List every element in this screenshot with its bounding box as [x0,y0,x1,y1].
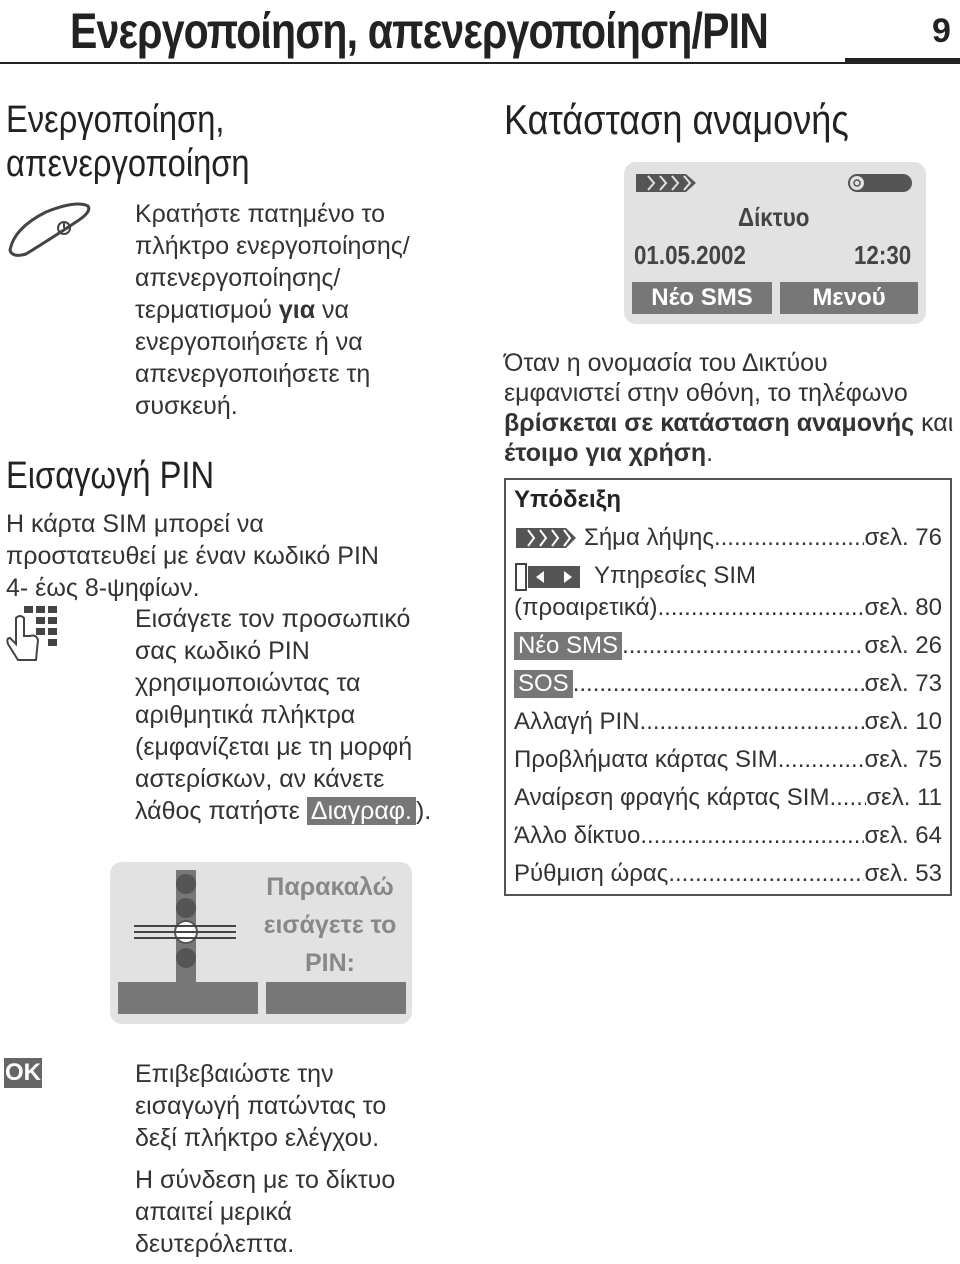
text-line [504,408,953,438]
right-softkey[interactable] [266,982,406,1014]
hint-row [514,562,942,592]
standby-time: 12:30 [854,240,912,270]
hint-row [514,746,942,774]
text-line: εισάγετε το [263,911,397,939]
text-line: Η σύνδεση με το δίκτυο [135,1166,396,1194]
hint-page-ref[interactable]: σελ. 75 [864,746,942,773]
section-heading-standby: Κατάσταση αναμονής [504,96,849,143]
confirm-instructions [135,1058,395,1260]
hint-row [514,632,942,660]
text-line: πλήκτρο ενεργοποίησης/ [135,232,410,260]
hint-page-ref[interactable]: σελ. 80 [864,594,942,621]
page-title: Ενεργοποίηση, απενεργοποίηση/PIN [70,3,768,59]
hint-page-ref[interactable]: σελ. 26 [864,632,942,659]
hint-row [514,822,942,850]
hint-label: Αλλαγή PIN [514,708,640,735]
text-fragment-bold: για [278,296,316,324]
text-fragment: να [315,296,350,324]
text-line: 4- έως 8-ψηφίων. [6,574,200,602]
pin-prompt [260,868,400,982]
header-divider [0,62,960,64]
heading-line: απενεργοποίηση [6,143,250,185]
text-line: δεξί πλήκτρο ελέγχου. [135,1124,380,1152]
text-fragment: και [914,409,954,437]
standby-description [504,348,953,468]
hint-label: (προαιρετικά) [514,594,658,621]
text-fragment-bold: έτοιμο για χρήση [504,439,707,467]
pin-entry-lock-icon [132,870,242,982]
leader-dots [573,670,865,698]
heading-line: Ενεργοποίηση, [6,99,225,141]
text-fragment: τερματισμού [135,296,279,324]
section-heading-pin: Εισαγωγή PIN [6,455,215,497]
text-line [135,294,410,326]
hint-row [514,784,942,812]
signal-strength-icon [514,526,578,550]
leader-dots [622,632,864,660]
text-line: Κρατήστε πατημένο το [135,200,385,228]
hint-box [504,478,952,896]
hint-label: Σήμα λήψης [584,524,714,551]
hint-label: Προβλήματα κάρτας SIM [514,746,778,773]
leader-dots [714,524,865,552]
header-divider-accent [845,58,960,64]
power-end-key-icon [6,198,94,258]
text-line [135,795,431,827]
signal-strength-icon [634,172,698,194]
text-line: PIN: [305,949,355,977]
text-line: δευτερόλεπτα. [135,1230,295,1258]
new-sms-key-label: Νέο SMS [514,632,622,660]
new-sms-softkey[interactable]: Νέο SMS [632,282,772,314]
text-line: (εμφανίζεται με τη μορφή [135,733,413,761]
text-line: Όταν η ονομασία του Δικτύου [504,349,828,377]
hint-row [514,594,942,622]
leader-dots [640,822,864,850]
battery-icon [846,172,914,194]
page-number: 9 [932,12,951,50]
hint-title: Υπόδειξη [514,486,622,513]
pin-instructions [135,603,431,827]
standby-date: 01.05.2002 [634,240,746,270]
text-line: Η κάρτα SIM μπορεί να [6,510,264,538]
leader-dots [829,784,866,812]
text-line: απαιτεί μερικά [135,1198,292,1226]
text-line [504,438,953,468]
pin-intro [6,508,379,604]
text-fragment: . [706,439,714,467]
hint-row [514,524,942,552]
left-softkey[interactable] [118,982,258,1014]
leader-dots [658,594,865,622]
hint-page-ref[interactable]: σελ. 10 [864,708,942,735]
text-line: εισαγωγή πατώντας το [135,1092,387,1120]
hint-page-ref[interactable]: σελ. 76 [864,524,942,551]
text-line: σας κωδικό PIN [135,637,310,665]
power-instructions [135,198,410,422]
leader-dots [640,708,865,736]
sos-key-label: SOS [514,670,573,698]
menu-softkey[interactable]: Μενού [780,282,918,314]
network-name: Δίκτυο [738,202,810,232]
section-heading-power [6,98,250,186]
text-line: αστερίσκων, αν κάνετε [135,765,385,793]
hint-label: Αναίρεση φραγής κάρτας SIM [514,784,830,811]
hint-page-ref[interactable]: σελ. 11 [866,784,942,811]
leader-dots [778,746,865,774]
text-line: συσκευή. [135,392,238,420]
text-line: Παρακαλώ [266,873,394,901]
text-fragment-bold: βρίσκεται σε κατάσταση αναμονής [504,409,915,437]
text-line: χρησιμοποιώντας τα [135,669,361,697]
hint-row [514,670,942,698]
leader-dots [668,860,864,888]
text-line: απενεργοποιήσετε τη [135,360,371,388]
text-line: εμφανιστεί στην οθόνη, το τηλέφωνο [504,379,908,407]
text-line: Εισάγετε τον προσωπικό [135,605,411,633]
standby-display [624,162,926,324]
delete-softkey: Διαγραφ. [307,797,416,825]
text-fragment: ). [415,797,432,825]
hint-page-ref[interactable]: σελ. 64 [864,822,942,849]
text-line: απενεργοποίησης/ [135,264,341,292]
text-line: Επιβεβαιώστε την [135,1060,334,1088]
pin-display [110,862,412,1024]
hint-page-ref[interactable]: σελ. 73 [864,670,942,697]
hint-page-ref[interactable]: σελ. 53 [864,860,942,887]
hint-label: Άλλο δίκτυο [514,822,641,849]
sim-services-icon [514,562,588,592]
keypad-icon [6,604,62,666]
text-fragment: λάθος πατήστε [135,797,307,825]
text-line: προστατευθεί με έναν κωδικό PIN [6,542,379,570]
text-line: αριθμητικά πλήκτρα [135,701,356,729]
hint-label: Υπηρεσίες SIM [594,562,757,589]
hint-label: Ρύθμιση ώρας [514,860,669,887]
text-line: ενεργοποιήσετε ή να [135,328,363,356]
ok-key-icon: OK [5,1059,41,1086]
hint-row [514,860,942,888]
hint-row [514,708,942,736]
